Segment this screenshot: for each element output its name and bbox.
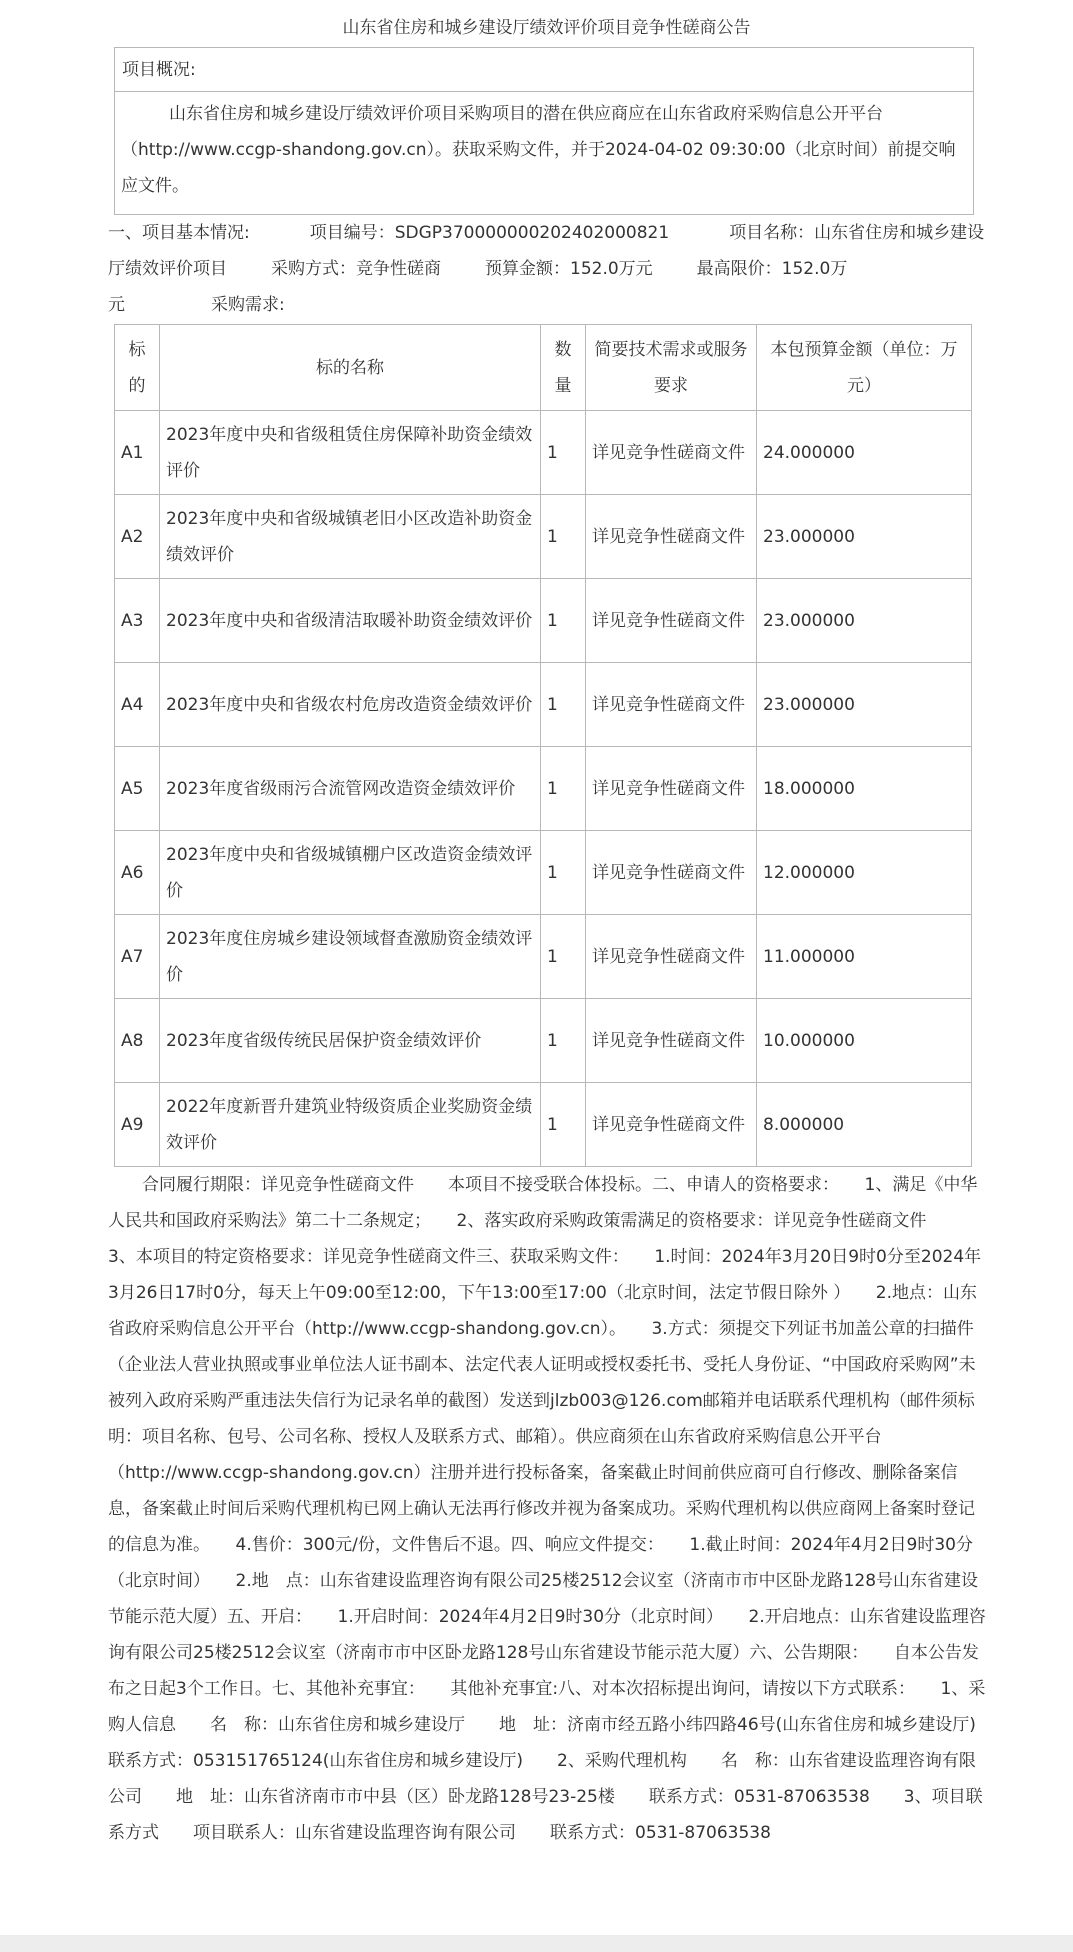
cell-req: 详见竞争性磋商文件 <box>586 831 757 915</box>
cell-name: 2023年度省级雨污合流管网改造资金绩效评价 <box>160 747 541 831</box>
cell-name: 2023年度住房城乡建设领域督查激励资金绩效评价 <box>160 915 541 999</box>
table-row <box>115 831 972 915</box>
table-row <box>115 747 972 831</box>
cell-budget: 23.000000 <box>757 579 972 663</box>
table-row <box>115 915 972 999</box>
project-name: 项目名称：山东省住房和城乡建设 <box>729 223 985 243</box>
col-header-req: 简要技术需求或服务要求 <box>586 325 757 411</box>
cell-id: A6 <box>115 831 160 915</box>
cell-name: 2023年度中央和省级城镇老旧小区改造补助资金绩效评价 <box>160 495 541 579</box>
cell-req: 详见竞争性磋商文件 <box>586 411 757 495</box>
cell-id: A2 <box>115 495 160 579</box>
cell-budget: 10.000000 <box>757 999 972 1083</box>
cell-name: 2023年度中央和省级农村危房改造资金绩效评价 <box>160 663 541 747</box>
project-name-cont: 厅绩效评价项目 <box>108 259 227 279</box>
table-row <box>115 663 972 747</box>
cell-id: A7 <box>115 915 160 999</box>
cell-budget: 23.000000 <box>757 495 972 579</box>
cell-qty: 1 <box>541 495 586 579</box>
cell-req: 详见竞争性磋商文件 <box>586 1083 757 1167</box>
cell-req: 详见竞争性磋商文件 <box>586 999 757 1083</box>
table-row <box>115 1083 972 1167</box>
bottom-scroll-strip <box>0 1935 1073 1952</box>
cell-name: 2023年度中央和省级清洁取暖补助资金绩效评价 <box>160 579 541 663</box>
cell-qty: 1 <box>541 831 586 915</box>
procurement-method: 采购方式：竞争性磋商 <box>271 259 441 279</box>
cell-req: 详见竞争性磋商文件 <box>586 915 757 999</box>
max-price: 最高限价：152.0万 <box>696 259 848 279</box>
col-header-id: 标的 <box>115 325 160 411</box>
cell-budget: 12.000000 <box>757 831 972 915</box>
page-title: 山东省住房和城乡建设厅绩效评价项目竞争性磋商公告 <box>342 18 751 38</box>
cell-req: 详见竞争性磋商文件 <box>586 579 757 663</box>
cell-budget: 24.000000 <box>757 411 972 495</box>
col-header-name: 标的名称 <box>160 325 541 411</box>
cell-id: A9 <box>115 1083 160 1167</box>
cell-id: A5 <box>115 747 160 831</box>
max-price-unit: 元 <box>108 295 125 315</box>
table-row <box>115 999 972 1083</box>
cell-qty: 1 <box>541 663 586 747</box>
cell-id: A1 <box>115 411 160 495</box>
table-row <box>115 579 972 663</box>
body-paragraph <box>108 1167 1010 1851</box>
cell-req: 详见竞争性磋商文件 <box>586 747 757 831</box>
cell-name: 2023年度中央和省级租赁住房保障补助资金绩效评价 <box>160 411 541 495</box>
cell-id: A8 <box>115 999 160 1083</box>
overview-text: 山东省住房和城乡建设厅绩效评价项目采购项目的潜在供应商应在山东省政府采购信息公开平台（http://www.ccgp-shandong.gov.cn）。获取采购文件，并于2024-04-02 09:30:00（北京时间）前提交响应文件。 <box>121 104 956 196</box>
overview-heading: 项目概况: <box>115 48 973 92</box>
cell-name: 2022年度新晋升建筑业特级资质企业奖励资金绩效评价 <box>160 1083 541 1167</box>
cell-name: 2023年度中央和省级城镇棚户区改造资金绩效评价 <box>160 831 541 915</box>
table-row <box>115 495 972 579</box>
cell-qty: 1 <box>541 411 586 495</box>
budget-amount: 预算金额：152.0万元 <box>485 259 653 279</box>
cell-qty: 1 <box>541 1083 586 1167</box>
basic-heading: 一、项目基本情况: <box>108 223 250 243</box>
basic-info <box>108 215 988 323</box>
body-text: 合同履行期限：详见竞争性磋商文件 本项目不接受联合体投标。二、申请人的资格要求： 1、满足《中华人民共和国政府采购法》第二十二条规定； 2、落实政府采购政策需满足的资格要求：详见竞争性磋商文件 3、本项目的特定资格要求：详见竞争性磋商文件三、获取采购文件： 1.时间：2024年3月20日9时0分至2024年3月26日17时0分，每天上午09:00至12:00，下午13:00至17:00（北京时间，法定节假日除外 ） 2.地点：山东省政府采购信息公开平台（http://www.ccgp-shandong.gov.cn）。 3.方式：须提交下列证书加盖公章的扫描件（企业法人营业执照或事业单位法人证书副本、法定代表人证明或授权委托书、受托人身份证、“中国政府采购网”未被列入政府采购严重违法失信行为记录名单的截图）发送到jlzb003@126.com邮箱并电话联系代理机构（邮件须标明：项目名称、包号、公司名称、授权人及联系方式、邮箱）。供应商须在山东省政府采购信息公开平台（http://www.ccgp-shandong.gov.cn）注册并进行投标备案，备案截止时间前供应商可自行修改、删除备案信息，备案截止时间后采购代理机构已网上确认无法再行修改并视为备案成功。采购代理机构以供应商网上备案时登记的信息为准。 4.售价：300元/份，文件售后不退。四、响应文件提交： 1.截止时间：2024年4月2日9时30分（北京时间） 2.地 点：山东省建设监理咨询有限公司25楼2512会议室（济南市市中区卧龙路128号山东省建设节能示范大厦）五、开启： 1.开启时间：2024年4月2日9时30分（北京时间） 2.开启地点：山东省建设监理咨询有限公司25楼2512会议室（济南市市中区卧龙路128号山东省建设节能示范大厦）六、公告期限： 自本公告发布之日起3个工作日。七、其他补充事宜： 其他补充事宜:八、对本次招标提出询问，请按以下方式联系： 1、采购人信息 名 称：山东省住房和城乡建设厅 地 址：济南市经五路小纬四路46号(山东省住房和城乡建设厅) 联系方式：053151765124(山东省住房和城乡建设厅) 2、采购代理机构 名 称：山东省建设监理咨询有限公司 地 址：山东省济南市市中县（区）卧龙路128号23-25楼 联系方式：0531-87063538 3、项目联系方式 项目联系人：山东省建设监理咨询有限公司 联系方式：0531-87063538 <box>108 1175 1010 1843</box>
cell-budget: 11.000000 <box>757 915 972 999</box>
items-table <box>114 324 972 1167</box>
cell-name: 2023年度省级传统民居保护资金绩效评价 <box>160 999 541 1083</box>
cell-budget: 18.000000 <box>757 747 972 831</box>
notice-page <box>108 0 1010 1843</box>
project-number: 项目编号：SDGP370000000202402000821 <box>309 223 670 243</box>
overview-text-block <box>115 92 973 204</box>
overview-box <box>114 47 974 215</box>
cell-id: A4 <box>115 663 160 747</box>
procurement-demand: 采购需求: <box>211 295 285 315</box>
table-header-row <box>115 325 972 411</box>
cell-qty: 1 <box>541 999 586 1083</box>
cell-qty: 1 <box>541 915 586 999</box>
col-header-qty: 数量 <box>541 325 586 411</box>
table-row <box>115 411 972 495</box>
cell-qty: 1 <box>541 747 586 831</box>
cell-req: 详见竞争性磋商文件 <box>586 495 757 579</box>
cell-req: 详见竞争性磋商文件 <box>586 663 757 747</box>
col-header-budget: 本包预算金额（单位：万元） <box>757 325 972 411</box>
cell-budget: 8.000000 <box>757 1083 972 1167</box>
cell-id: A3 <box>115 579 160 663</box>
cell-budget: 23.000000 <box>757 663 972 747</box>
cell-qty: 1 <box>541 579 586 663</box>
